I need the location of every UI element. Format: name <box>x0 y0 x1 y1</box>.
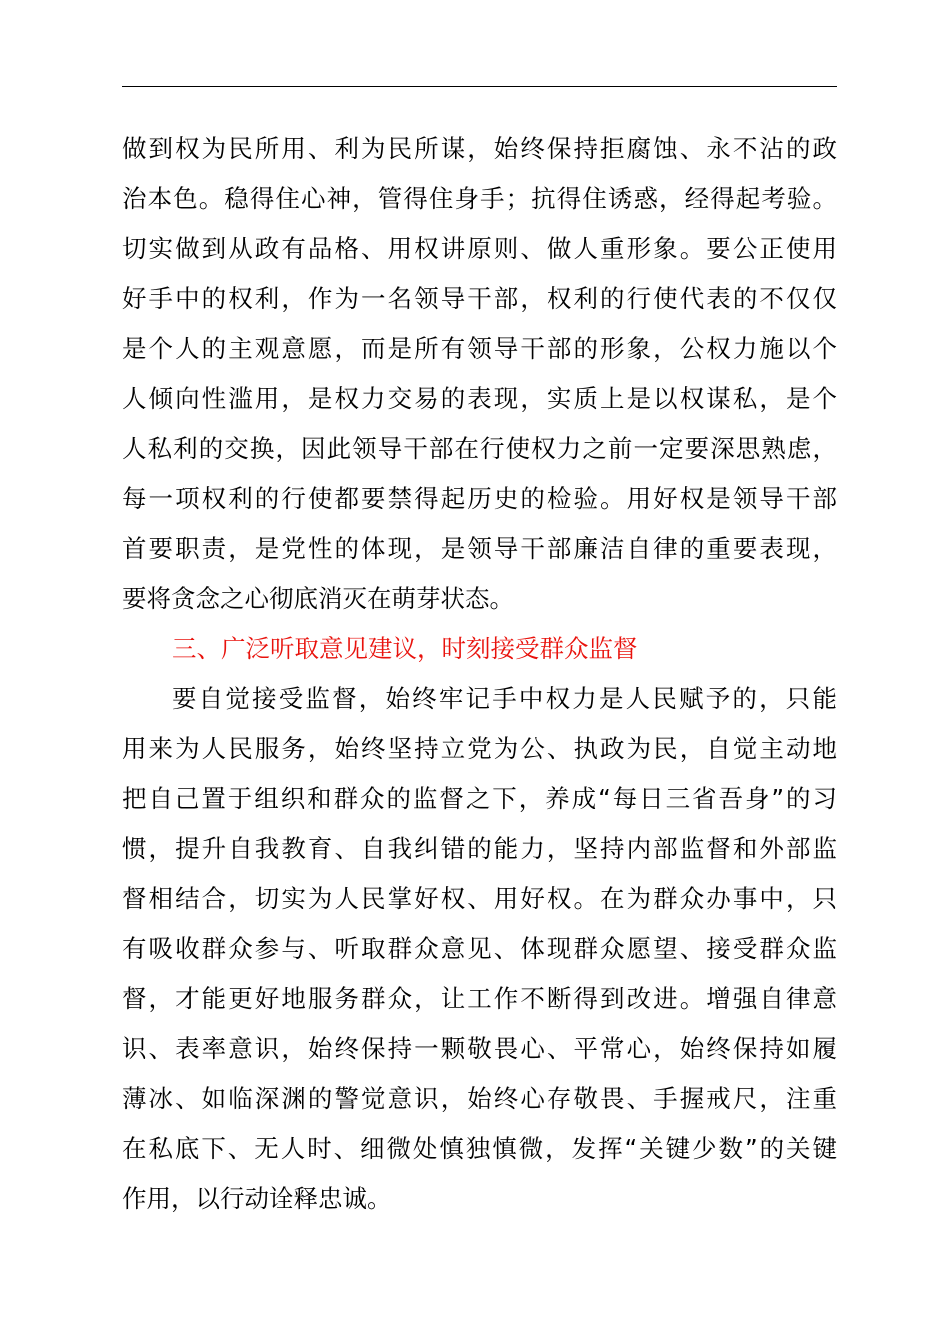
paragraph-2-line: 在私底下、无人时、细微处慎独慎微，发挥“关键少数”的关键 <box>122 1134 837 1163</box>
paragraph-2-line: 督相结合，切实为人民掌好权、用好权。在为群众办事中，只 <box>122 884 837 913</box>
paragraph-1-line: 切实做到从政有品格、用权讲原则、做人重形象。要公正使用 <box>122 234 837 263</box>
paragraph-1-line: 首要职责，是党性的体现，是领导干部廉洁自律的重要表现， <box>122 534 837 563</box>
paragraph-2-line: 惯，提升自我教育、自我纠错的能力，坚持内部监督和外部监 <box>122 834 837 863</box>
paragraph-2-line: 要自觉接受监督，始终牢记手中权力是人民赋予的，只能 <box>172 684 837 713</box>
paragraph-2-line: 把自己置于组织和群众的监督之下，养成“每日三省吾身”的习 <box>122 784 837 813</box>
paragraph-1-line: 做到权为民所用、利为民所谋，始终保持拒腐蚀、永不沾的政 <box>122 134 837 163</box>
paragraph-2-line: 有吸收群众参与、听取群众意见、体现群众愿望、接受群众监 <box>122 934 837 963</box>
paragraph-2-line: 督，才能更好地服务群众，让工作不断得到改进。增强自律意 <box>122 984 837 1013</box>
paragraph-1-line: 人私利的交换，因此领导干部在行使权力之前一定要深思熟虑， <box>122 434 837 463</box>
paragraph-1-line: 是个人的主观意愿，而是所有领导干部的形象，公权力施以个 <box>122 334 837 363</box>
paragraph-2-line: 作用，以行动诠释忠诚。 <box>122 1184 392 1213</box>
paragraph-1-line: 人倾向性滥用，是权力交易的表现，实质上是以权谋私，是个 <box>122 384 837 413</box>
paragraph-1-line: 要将贪念之心彻底消灭在萌芽状态。 <box>122 584 514 613</box>
paragraph-2-line: 薄冰、如临深渊的警觉意识，始终心存敬畏、手握戒尺，注重 <box>122 1084 837 1113</box>
paragraph-1-line: 每一项权利的行使都要禁得起历史的检验。用好权是领导干部 <box>122 484 837 513</box>
header-rule <box>122 86 837 87</box>
paragraph-2-line: 用来为人民服务，始终坚持立党为公、执政为民，自觉主动地 <box>122 734 837 763</box>
paragraph-1-line: 好手中的权利，作为一名领导干部，权利的行使代表的不仅仅 <box>122 284 837 313</box>
section-heading: 三、广泛听取意见建议，时刻接受群众监督 <box>172 634 638 663</box>
paragraph-1-line: 治本色。稳得住心神，管得住身手；抗得住诱惑，经得起考验。 <box>122 184 837 213</box>
document-body <box>122 124 837 1224</box>
paragraph-2-line: 识、表率意识，始终保持一颗敬畏心、平常心，始终保持如履 <box>122 1034 837 1063</box>
